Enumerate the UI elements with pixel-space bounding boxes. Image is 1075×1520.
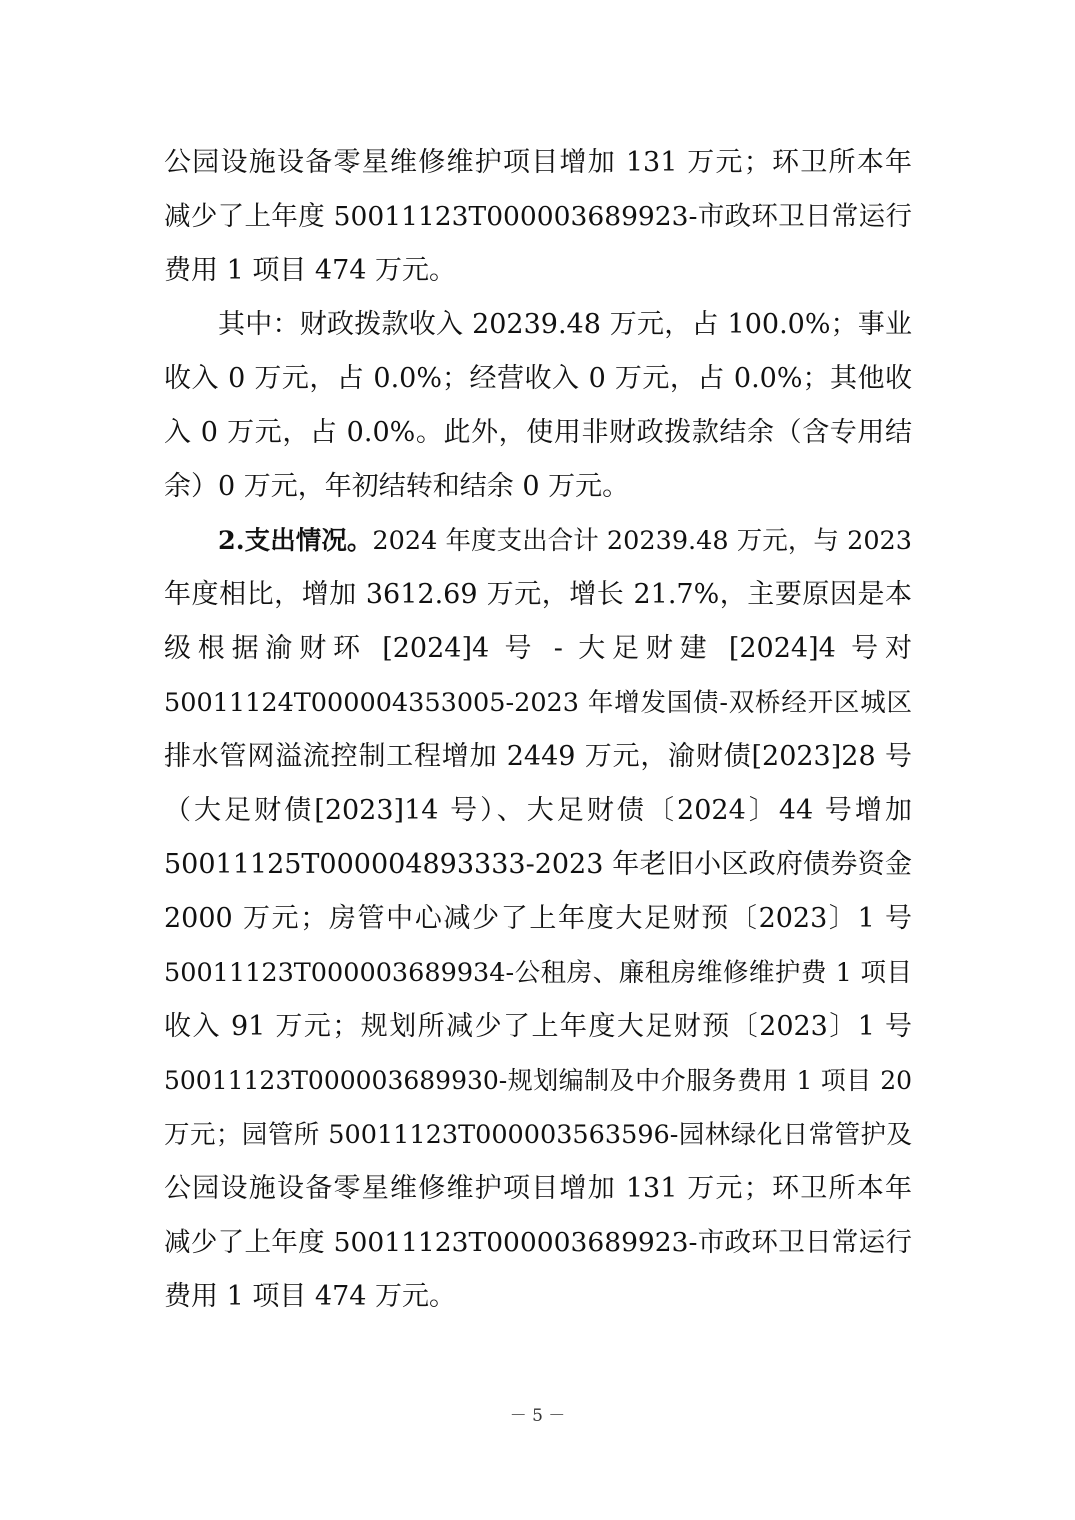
text-line: 减少了上年度 50011123T000003689923-市政环卫日常运行 [164,201,912,232]
section-heading: 2.支出情况。 [218,526,373,556]
text-line: 万元；园管所 50011123T000003563596-园林绿化日常管护及 [164,1120,912,1150]
section-text: 2024 年度支出合计 20239.48 万元，与 2023 [372,526,912,556]
text-line: 2000 万元；房管中心减少了上年度大足财预〔2023〕1 号 [164,903,912,934]
text-line: 50011123T000003689934-公租房、廉租房维修维护费 1 项目 [164,958,912,988]
text-line: 收入 91 万元；规划所减少了上年度大足财预〔2023〕1 号 [164,1011,912,1042]
text-line: 级根据渝财环 [2024]4 号 - 大足财建 [2024]4 号对 [164,633,912,664]
text-line: 费用 1 项目 474 万元。 [164,255,457,286]
text-line: 50011123T000003689930-规划编制及中介服务费用 1 项目 20 [164,1066,912,1095]
text-line: 费用 1 项目 474 万元。 [164,1281,457,1312]
page-number: － 5 － [509,1406,566,1426]
text-line: 余）0 万元，年初结转和结余 0 万元。 [164,471,630,502]
text-line: 50011124T000004353005-2023 年增发国债-双桥经开区城区 [164,688,912,718]
text-line: 排水管网溢流控制工程增加 2449 万元，渝财债[2023]28 号 [164,741,912,772]
text-line: 收入 0 万元，占 0.0%；经营收入 0 万元，占 0.0%；其他收 [164,363,912,394]
text-line: 公园设施设备零星维修维护项目增加 131 万元；环卫所本年 [164,147,912,178]
text-line: 公园设施设备零星维修维护项目增加 131 万元；环卫所本年 [164,1173,912,1204]
text-line: （大足财债[2023]14 号）、大足财债〔2024〕44 号增加 [164,795,912,826]
section-first-line [218,517,912,565]
text-line: 50011125T000004893333-2023 年老旧小区政府债券资金 [164,849,912,880]
text-line: 入 0 万元，占 0.0%。此外，使用非财政拨款结余（含专用结 [164,417,912,448]
paragraph-first-line: 其中：财政拨款收入 20239.48 万元，占 100.0%；事业 [218,309,912,340]
text-line: 减少了上年度 50011123T000003689923-市政环卫日常运行 [164,1227,912,1258]
text-line: 年度相比，增加 3612.69 万元，增长 21.7%，主要原因是本 [164,579,912,610]
